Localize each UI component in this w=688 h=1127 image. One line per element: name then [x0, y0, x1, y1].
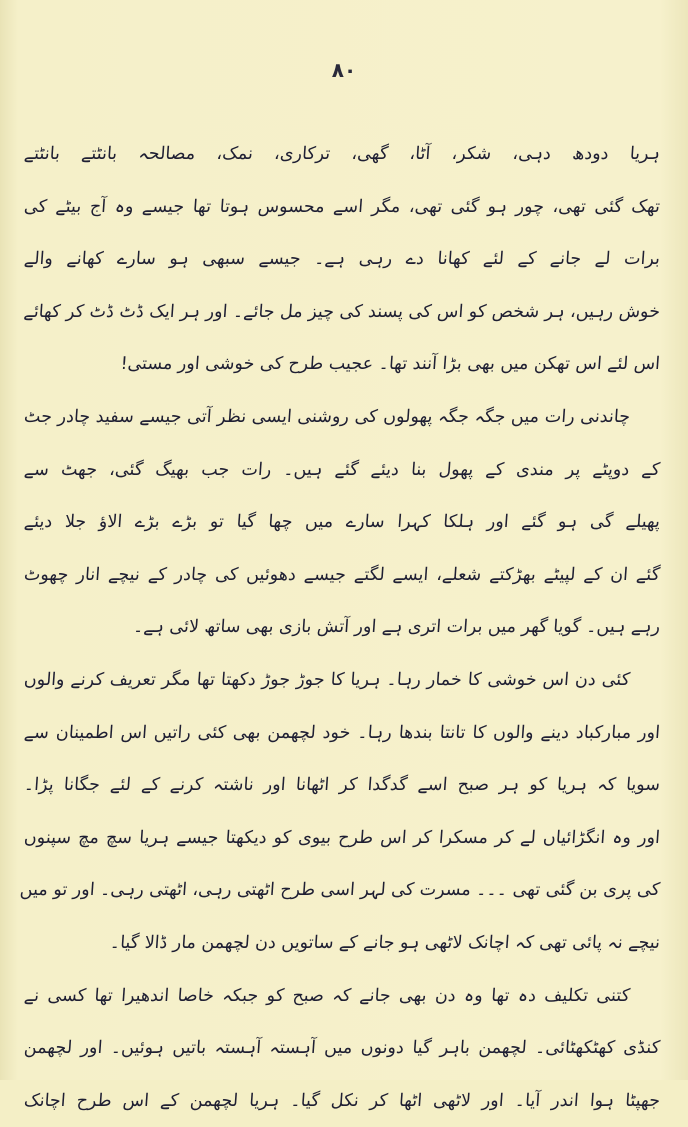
text-line: کئی دن اس خوشی کا خمار رہا۔ ہریا کا جوڑ جوڑ دکھتا تھا مگر تعریف کرنے والوں	[23, 669, 631, 690]
text-line: چاندنی رات میں جگہ جگہ پھولوں کی روشنی ایسی نظر آتی جیسے سفید چادر جٹ	[23, 406, 631, 427]
text-line: جھپٹا ہوا اندر آیا۔ اور لاٹھی اٹھا کر نکل گیا۔ ہریا لچھمن کے اس طرح اچانک	[23, 1090, 661, 1111]
text-line: نیچے نہ پائی تھی کہ اچانک لاٹھی ہو جانے کے ساتویں دن لچھمن مار ڈالا گیا۔	[109, 932, 661, 953]
text-line: اور مبارکباد دینے والوں کا تانتا بندھا رہا۔ خود لچھمن بھی کئی راتیں اس اطمینان سے	[23, 722, 661, 743]
text-line: کنڈی کھٹکھٹائی۔ لچھمن باہر گیا دونوں میں آہستہ آہستہ باتیں ہوئیں۔ اور لچھمن	[23, 1038, 661, 1059]
text-line: کے دوپٹے پر مندی کے پھول بنا دیئے گئے ہیں۔ رات جب بھیگ گئی، جھٹ سے	[23, 459, 661, 480]
text-line: اس لئے اس تھکن میں بھی بڑا آنند تھا۔ عجیب طرح کی خوشی اور مستی!	[119, 354, 661, 375]
page-number: ۸۰	[331, 58, 357, 82]
text-line: تھک گئی تھی، چور ہو گئی تھی، مگر اسے محسوس ہوتا تھا جیسے وہ آج بیٹے کی	[23, 196, 661, 217]
text-line: ہریا دودھ دہی، شکر، آٹا، گھی، ترکاری، نمک، مصالحہ بانٹتے بانٹتے	[23, 144, 661, 164]
text-line: برات لے جانے کے لئے کھانا دے رہی ہے۔ جیسے سبھی ہو سارے کھانے والے	[23, 249, 661, 270]
body-text	[19, 128, 661, 1127]
text-line: رہے ہیں۔ گویا گھر میں برات اتری ہے اور آتش بازی بھی ساتھ لائی ہے۔	[132, 617, 661, 638]
text-line: اور وہ انگڑائیاں لے کر مسکرا کر اس طرح بیوی کو دیکھتا جیسے ہریا سچ مچ سپنوں	[23, 827, 661, 848]
text-line: کتنی تکلیف دہ تھا وہ دن بھی جانے کہ صبح کو جبکہ خاصا اندھیرا تھا کسی نے	[23, 985, 631, 1006]
text-line: کی پری بن گئی تھی ۔۔۔ مسرت کی لہر اسی طرح اٹھتی رہی، اٹھتی رہی۔ اور تو میں	[19, 880, 661, 901]
text-line: پھیلے گی ہو گئے اور ہلکا کہرا سارے میں چھا گیا تو بڑے بڑے الاؤ جلا دیئے	[23, 512, 661, 533]
text-line: سویا کہ ہریا کو ہر صبح اسے گدگدا کر اٹھانا اور ناشتہ کرنے کے لئے جگانا پڑا۔	[23, 775, 661, 796]
text-line: خوش رہیں، ہر شخص کو اس کی پسند کی چیز مل جائے۔ اور ہر ایک ڈٹ ڈٹ کر کھائے	[22, 301, 661, 322]
text-line: گئے ان کے لپیٹے بھڑکتے شعلے، ایسے لگتے جیسے دھوئیں کی چادر کے نیچے انار چھوٹ	[23, 564, 661, 585]
